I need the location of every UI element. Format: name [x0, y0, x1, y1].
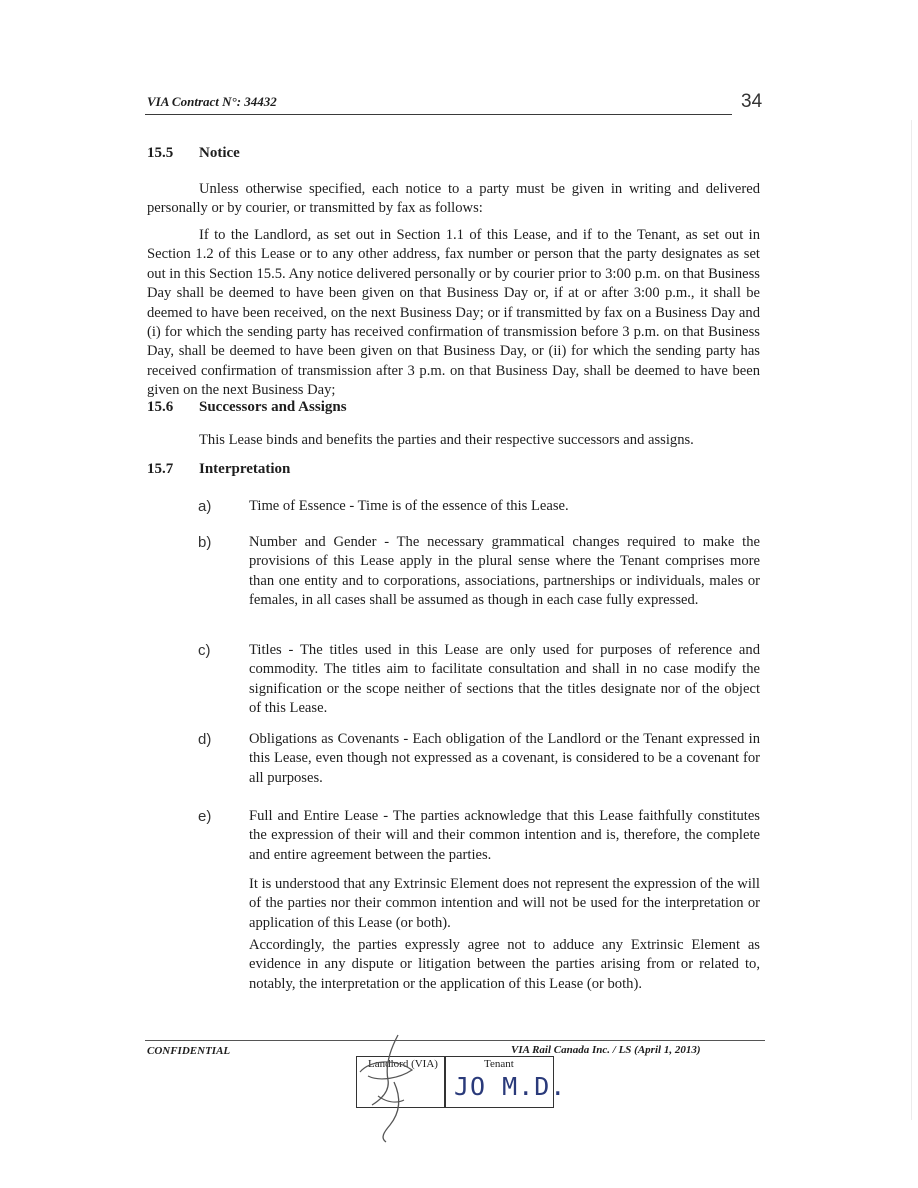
page-number: 34: [741, 91, 763, 112]
contract-number: VIA Contract N°: 34432: [147, 94, 277, 109]
item-a-text: Time of Essence - Time is of the essence of this Lease.: [249, 498, 569, 514]
section-number: 15.5: [147, 145, 174, 161]
section-title: Successors and Assigns: [199, 399, 347, 415]
item-a-label: a): [198, 498, 212, 515]
section-15-5-paragraph-2: If to the Landlord, as set out in Section 1.1 of this Lease, and if to the Tenant, as set out in Section 1.2 of this Lease or to any other address, fax number or person that the party designates as set out in this Section 15.5. Any notice delivered personally or by courier prior to 3:00 p.m. on that Business Day shall be deemed to have been given on that Business Day or, if at or after 3:00 p.m., it shall be deemed to have been received, on the next Business Day; or if transmitted by fax on a Business Day and (i) for which the sending party has received confirmation of transmission before 3 p.m. on that Business Day, shall be deemed to have been given on that Business Day, or (ii) for which the sending party has received confirmation of transmission after 3 p.m. on that Business Day, shall be deemed to have been given on the next Business Day;: [147, 227, 760, 399]
item-c-text: Titles - The titles used in this Lease are only used for purposes of reference and commodity. The titles aim to facilitate consultation and shall in no case modify the signification or the scope neither of sections that the titles designate nor of the object of this Lease.: [249, 642, 760, 717]
item-d-text: Obligations as Covenants - Each obligation of the Landlord or the Tenant expressed in this Lease, even though not expressed as a covenant, is considered to be a covenant for all purposes.: [249, 731, 760, 786]
footer-rule: [145, 1040, 765, 1041]
item-e-paragraph-2: It is understood that any Extrinsic Element does not represent the expression of the will of the parties nor their common intention and will not be used for the interpretation or application of this Lease (or both).: [249, 876, 760, 931]
section-15-5-heading: [147, 145, 240, 162]
initials-box-divider: [444, 1056, 446, 1108]
tenant-label: Tenant: [484, 1058, 514, 1070]
item-e-text: Full and Entire Lease - The parties acknowledge that this Lease faithfully constitutes the expression of their will and their common intention and is, therefore, the complete and entire agreement between the parties.: [249, 808, 760, 863]
landlord-label: Landlord (VIA): [368, 1058, 438, 1070]
section-15-5-paragraph-1: Unless otherwise specified, each notice to a party must be given in writing and delivered personally or by courier, or transmitted by fax as follows:: [147, 181, 760, 217]
landlord-signature-scribble: [350, 1030, 430, 1145]
item-d-label: d): [198, 731, 212, 748]
item-e-label: e): [198, 808, 212, 825]
item-e-paragraph-3: Accordingly, the parties expressly agree not to adduce any Extrinsic Element as evidence in any dispute or litigation between the parties arising from or related to, notably, the interpretation or the application of this Lease (or both).: [249, 937, 760, 992]
section-number: 15.6: [147, 399, 174, 415]
item-b-text: Number and Gender - The necessary grammatical changes required to make the provisions of this Lease apply in the plural sense where the Tenant comprises more than one entity and to corporations, associations, partnerships or individuals, males or females, in all cases shall be assumed as though in each case fully expressed.: [249, 534, 760, 609]
section-title: Notice: [199, 145, 240, 161]
confidential-label: CONFIDENTIAL: [147, 1045, 231, 1057]
section-15-6-heading: [147, 399, 347, 416]
footer-version: VIA Rail Canada Inc. / LS (April 1, 2013): [511, 1044, 701, 1056]
scan-edge-line: [911, 120, 912, 1120]
section-number: 15.7: [147, 461, 174, 477]
tenant-initials: JO M.D.: [454, 1072, 567, 1101]
section-15-6-paragraph: This Lease binds and benefits the parties and their respective successors and assigns.: [199, 432, 694, 448]
item-c-label: c): [198, 642, 211, 659]
section-15-7-heading: [147, 461, 290, 478]
header-rule: [145, 114, 732, 115]
section-title: Interpretation: [199, 461, 291, 477]
item-b-label: b): [198, 534, 212, 551]
